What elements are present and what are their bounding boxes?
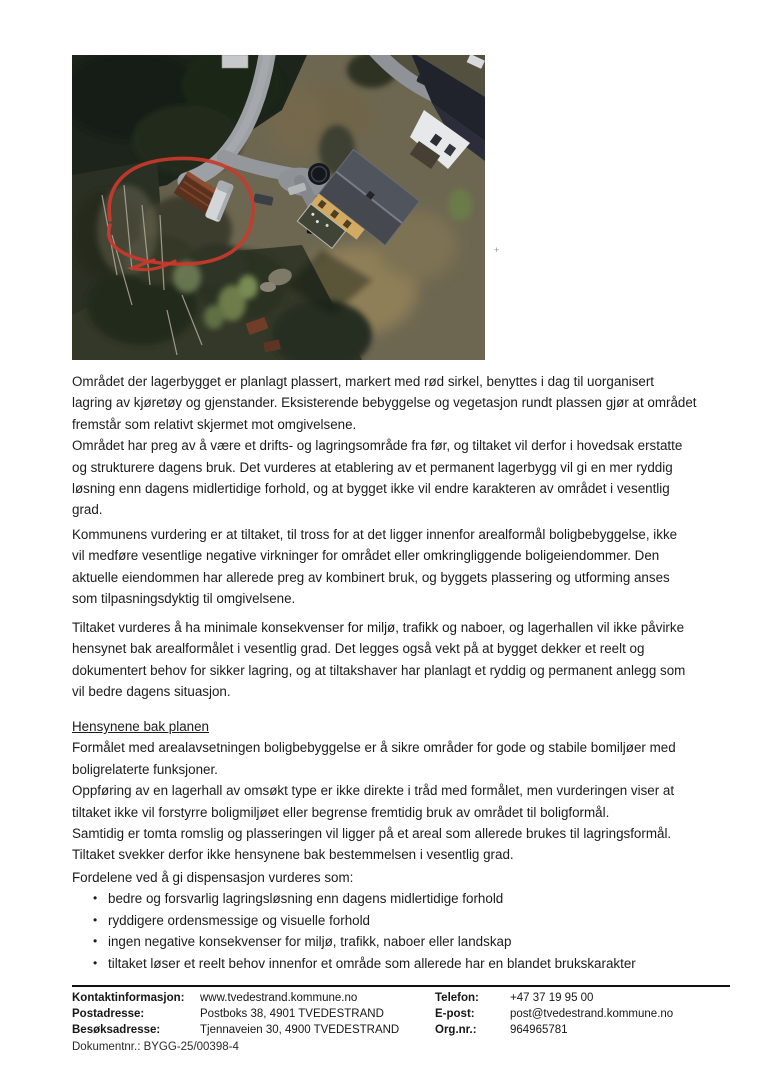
- footer-phone: +47 37 19 95 00: [510, 992, 594, 1004]
- paragraph-municipal-assessment: [72, 524, 720, 610]
- text-line: vil medføre vesentlige negative virkninger for området eller omkringliggende boligeiendommer. Den: [72, 548, 660, 564]
- bullet-dot: •: [93, 891, 98, 906]
- section-heading: Hensynene bak planen: [72, 719, 209, 734]
- text-line: Samtidig er tomta romslig og plasseringen vil ligger på et areal som allerede brukes til lagringsformål.: [72, 826, 672, 842]
- text-line: vil bedre dagens situasjon.: [72, 684, 231, 700]
- bullet-item: [72, 931, 720, 952]
- footer-label: Besøksadresse:: [72, 1024, 161, 1036]
- footer-org-number: 964965781: [510, 1024, 568, 1036]
- document-number: Dokumentnr.: BYGG-25/00398-4: [72, 1041, 239, 1053]
- footer-email: post@tvedestrand.kommune.no: [510, 1008, 674, 1020]
- bullet-text: tiltaket løser et reelt behov innenfor et område som allerede har en blandet brukskarakter: [108, 955, 636, 971]
- text-line: aktuelle eiendommen har allerede preg av kombinert bruk, og byggets plassering og utforming anses: [72, 569, 670, 585]
- text-line: og strukturere dagens bruk. Det vurderes at etablering av et permanent lagerbygg vil gi en mer ryddig: [72, 459, 673, 475]
- footer-postal-address: Postboks 38, 4901 TVEDESTRAND: [200, 1008, 384, 1020]
- bullet-dot: •: [93, 912, 98, 927]
- text-line: dokumentert behov for sikker lagring, og at tiltakshaver har planlagt et ryddig og permanent anlegg som: [72, 662, 686, 678]
- footer-row: [72, 1006, 730, 1022]
- footer-row: [72, 990, 730, 1006]
- bullet-item: [72, 953, 720, 974]
- footer-label: Postadresse:: [72, 1008, 145, 1020]
- text-line: Tiltaket svekker derfor ikke hensynene bak bestemmelsen i vesentlig grad.: [72, 847, 514, 863]
- footer-label: Kontaktinformasjon:: [72, 992, 185, 1004]
- bullet-item: [72, 910, 720, 931]
- text-line: som tilpasningsdyktig til omgivelsene.: [72, 591, 296, 607]
- paragraph-placement: [72, 371, 720, 521]
- text-line: Tiltaket vurderes å ha minimale konsekvenser for miljø, trafikk og naboer, og lagerhallen vil ikke påvirke: [72, 620, 685, 635]
- aerial-photo-illustration: [72, 55, 485, 360]
- stray-mark: +: [494, 245, 500, 255]
- bullet-dot: •: [93, 934, 98, 949]
- footer-website: www.tvedestrand.kommune.no: [200, 992, 358, 1004]
- text-line: Fordelene ved å gi dispensasjon vurderes som:: [72, 870, 354, 885]
- bullet-text: ingen negative konsekvenser for miljø, trafikk, naboer eller landskap: [108, 934, 512, 950]
- footer-label: Org.nr.:: [435, 1024, 477, 1036]
- text-line: lagring av kjøretøy og gjenstander. Eksisterende bebyggelse og vegetasjon rundt plassen gjør at området: [72, 395, 697, 411]
- section-hensynene-bak-planen: [72, 716, 720, 866]
- text-line: tiltaket ikke vil forstyrre boligmiljøet eller begrense fremtidig bruk av området til boligformål.: [72, 804, 610, 820]
- trailer: [222, 55, 248, 68]
- aerial-photo: [72, 55, 485, 360]
- text-line: boligrelaterte funksjoner.: [72, 761, 218, 777]
- text-line: grad.: [72, 502, 103, 518]
- footer-label: E-post:: [435, 1008, 475, 1020]
- bullet-item: [72, 888, 720, 909]
- rock-small: [260, 282, 276, 292]
- bullet-text: ryddigere ordensmessige og visuelle forhold: [108, 912, 371, 928]
- footer-visit-address: Tjennaveien 30, 4900 TVEDESTRAND: [200, 1024, 400, 1036]
- footer-label: Telefon:: [435, 992, 479, 1004]
- section-fordelene-list: [72, 867, 720, 974]
- text-line: hensynet bak arealformålet i vesentlig grad. Det legges også vekt på at bygget dekker et reelt og: [72, 641, 645, 657]
- footer-row: [72, 1022, 730, 1038]
- text-line: Området har preg av å være et drifts- og lagringsområde fra før, og tiltaket vil derfor i hovedsak erstatte: [72, 438, 683, 454]
- paragraph-consequences: [72, 617, 720, 703]
- text-line: Kommunens vurdering er at tiltaket, til tross for at det ligger innenfor arealformål boligbebyggelse, ikke: [72, 527, 678, 542]
- text-line: Området der lagerbygget er planlagt plassert, markert med rød sirkel, benyttes i dag til uorganisert: [72, 374, 655, 389]
- text-line: Formålet med arealavsetningen boligbebyggelse er å sikre områder for gode og stabile bomiljøer med: [72, 740, 676, 756]
- text-line: Oppføring av en lagerhall av omsøkt type er ikke direkte i tråd med formålet, men vurderingen viser at: [72, 783, 675, 799]
- bullet-dot: •: [93, 955, 98, 970]
- text-line: løsning enn dagens midlertidige forhold, og at bygget ikke vil endre karakteren av området i vesentlig: [72, 481, 670, 497]
- text-line: fremstår som relativt skjermet mot omgivelsene.: [72, 416, 357, 432]
- trampoline: [308, 163, 330, 185]
- contact-footer: [72, 985, 730, 1038]
- bullet-text: bedre og forsvarlig lagringsløsning enn dagens midlertidige forhold: [108, 891, 504, 907]
